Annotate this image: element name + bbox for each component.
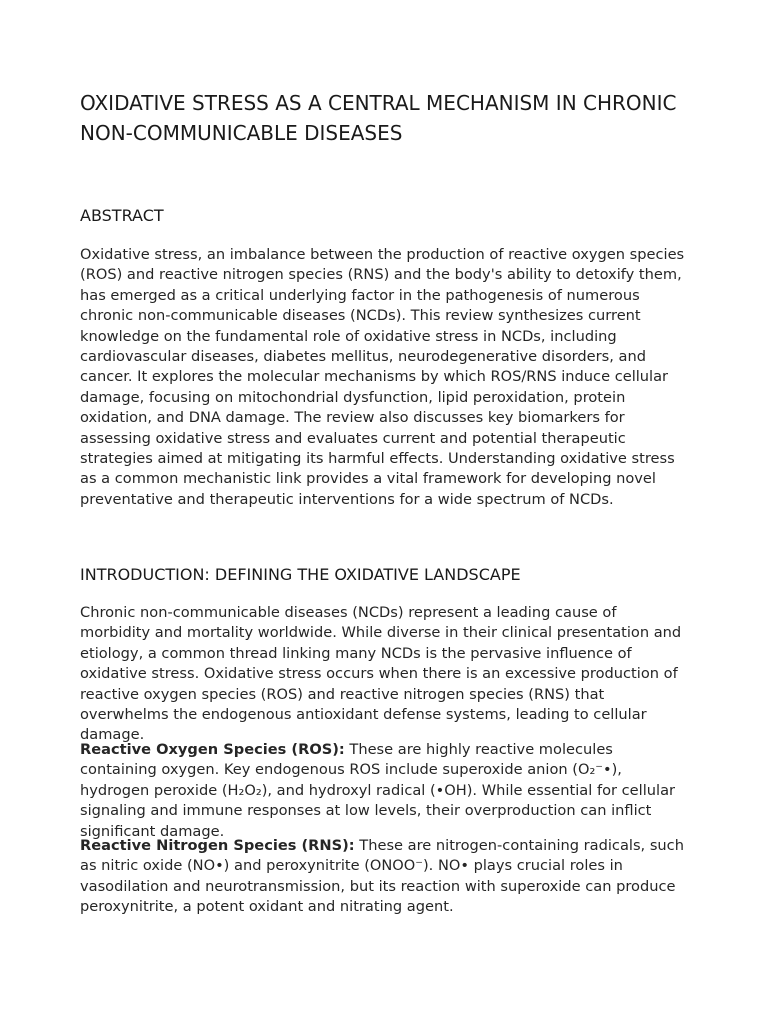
- rns-text: These are nitrogen-containing radicals, such as nitric oxide (NO•) and peroxynitrite (ONOO⁻). NO• plays crucial roles in vasodilation and neurotransmission, but its reaction with superoxide can produce peroxynitrite, a potent oxidant and nitrating agent.: [80, 837, 684, 916]
- document-title: OXIDATIVE STRESS AS A CENTRAL MECHANISM IN CHRONIC NON-COMMUNICABLE DISEASES: [80, 91, 677, 145]
- ros-text: These are highly reactive molecules containing oxygen. Key endogenous ROS include superoxide anion (O₂⁻•), hydrogen peroxide (H₂O₂), and hydroxyl radical (•OH). While essential for cellular signaling and immune responses at low levels, their overproduction can inflict significant damage.: [80, 741, 676, 840]
- introduction-paragraph: Chronic non-communicable diseases (NCDs) represent a leading cause of morbidity and mortality worldwide. While diverse in their clinical presentation and etiology, a common thread linking many NCDs is the pervasive influence of oxidative stress. Oxidative stress occurs when there is an excessive production of reactive oxygen species (ROS) and reactive nitrogen species (RNS) that overwhelms the endogenous antioxidant defense systems, leading to cellular damage.: [80, 604, 682, 744]
- abstract-paragraph: Oxidative stress, an imbalance between the production of reactive oxygen species (ROS) and reactive nitrogen species (RNS) and the body's ability to detoxify them, has emerged as a critical underlying factor in the pathogenesis of numerous chronic non-communicable diseases (NCDs). This review synthesizes current knowledge on the fundamental role of oxidative stress in NCDs, including cardiovascular diseases, diabetes mellitus, neurodegenerative disorders, and cancer. It explores the molecular mechanisms by which ROS/RNS induce cellular damage, focusing on mitochondrial dysfunction, lipid peroxidation, protein oxidation, and DNA damage. The review also discusses key biomarkers for assessing oxidative stress and evaluates current and potential therapeutic strategies aimed at mitigating its harmful effects. Understanding oxidative stress as a common mechanistic link provides a vital framework for developing novel preventative and therapeutic interventions for a wide spectrum of NCDs.: [80, 246, 685, 508]
- abstract-heading: ABSTRACT: [80, 206, 164, 225]
- introduction-heading: INTRODUCTION: DEFINING THE OXIDATIVE LANDSCAPE: [80, 565, 521, 584]
- ros-paragraph: [80, 740, 690, 842]
- rns-paragraph: [80, 836, 690, 918]
- ros-label: Reactive Oxygen Species (ROS):: [80, 741, 345, 758]
- rns-label: Reactive Nitrogen Species (RNS):: [80, 837, 355, 854]
